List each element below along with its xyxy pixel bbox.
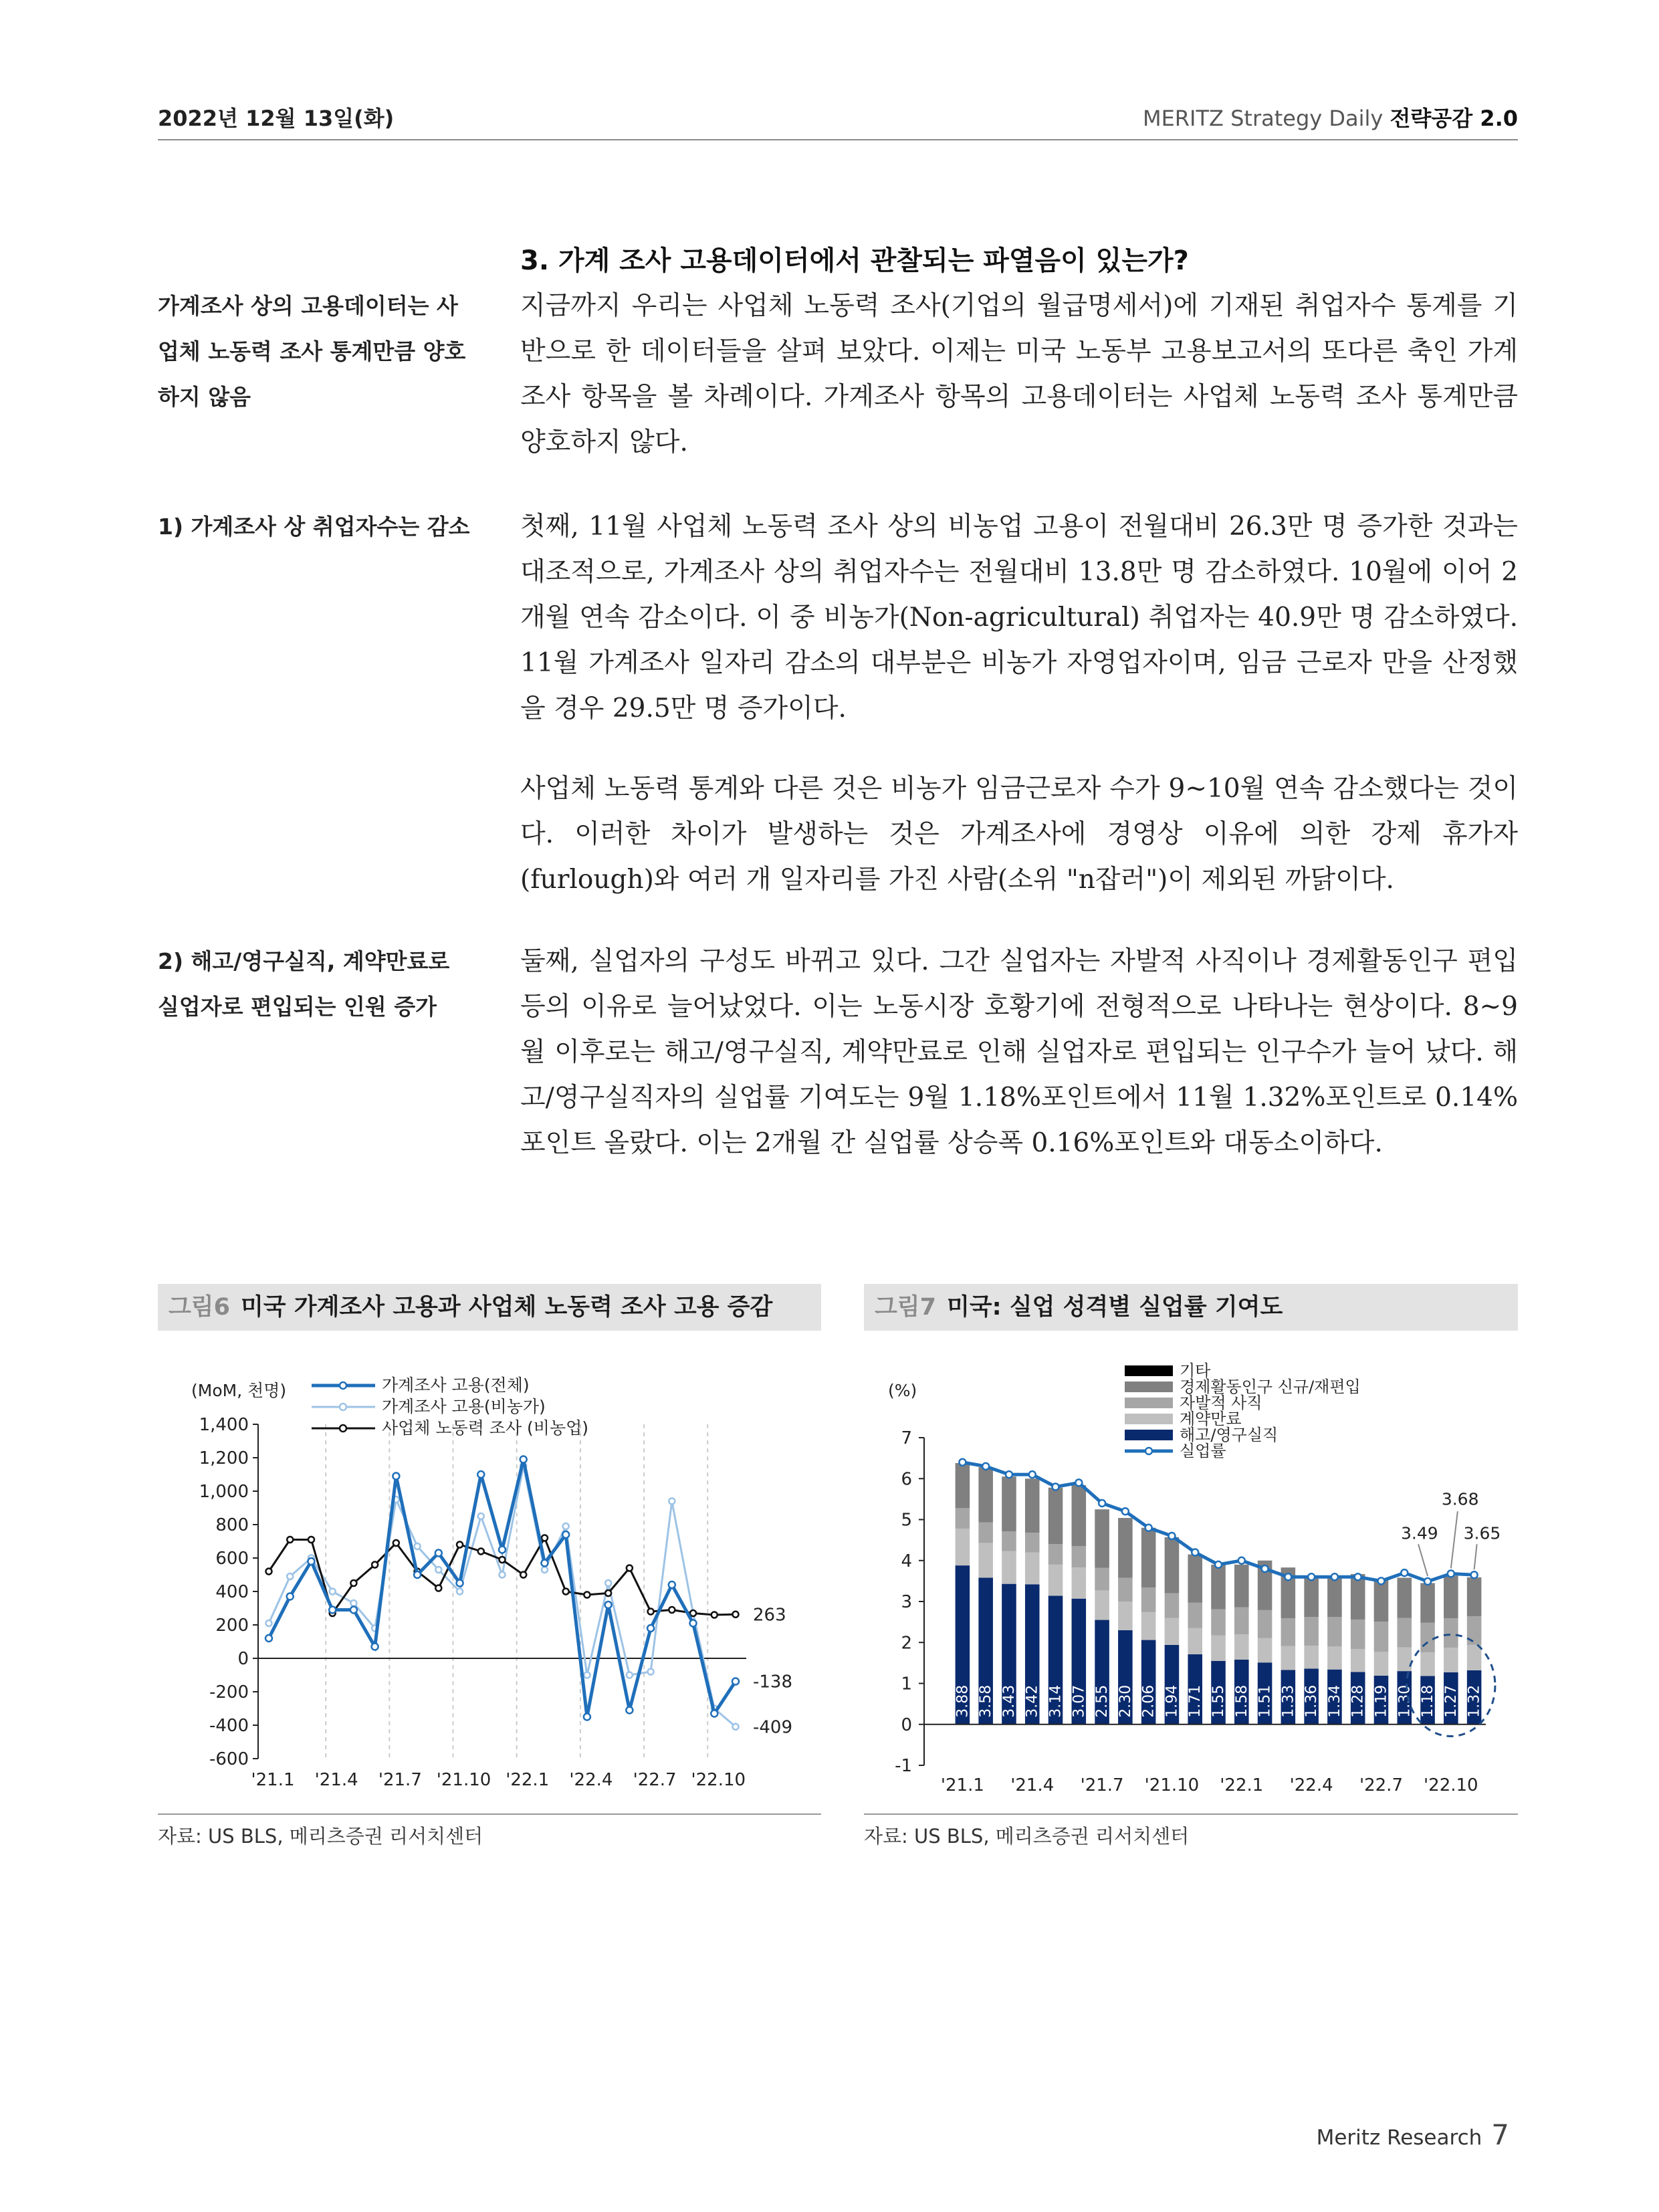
bar-segment: [1327, 1617, 1342, 1646]
data-point: [500, 1557, 506, 1563]
y-tick-label: 6: [901, 1469, 912, 1490]
data-point: [563, 1589, 569, 1595]
end-label: -409: [753, 1717, 793, 1738]
x-tick-label: '21.10: [1144, 1775, 1200, 1795]
bar-segment: [1025, 1478, 1040, 1533]
data-point: [350, 1607, 357, 1614]
bar-value-label: 1.94: [1164, 1684, 1181, 1718]
bar-segment: [1258, 1638, 1273, 1663]
bar-segment: [1374, 1652, 1389, 1676]
bar-segment: [1002, 1551, 1016, 1584]
rate-point: [982, 1463, 989, 1470]
section-title: 3. 가계 조사 고용데이터에서 관찰되는 파열음이 있는가?: [520, 245, 1189, 276]
end-label: 263: [753, 1605, 786, 1626]
data-point: [627, 1672, 633, 1678]
bar-segment: [1467, 1645, 1482, 1670]
bar-value-label: 3.43: [1000, 1684, 1018, 1718]
bar-value-label: 2.55: [1094, 1684, 1111, 1718]
rate-point: [1053, 1484, 1059, 1490]
data-point: [500, 1572, 506, 1578]
data-point: [520, 1572, 526, 1578]
bar-value-label: 1.58: [1233, 1684, 1250, 1718]
bar-value-label: 1.55: [1210, 1684, 1227, 1718]
page-footer: [1317, 2118, 1509, 2151]
data-point: [605, 1580, 611, 1586]
bar-segment: [1165, 1593, 1180, 1618]
bar-value-label: 2.30: [1117, 1684, 1134, 1718]
bar-segment: [1374, 1579, 1389, 1622]
legend-marker: [340, 1425, 346, 1432]
y-tick-label: 0: [237, 1649, 249, 1669]
data-point: [520, 1456, 527, 1463]
data-point: [287, 1537, 293, 1543]
data-point: [350, 1580, 356, 1586]
data-point: [648, 1609, 654, 1615]
bar-segment: [1025, 1533, 1040, 1552]
data-point: [329, 1607, 336, 1614]
header-brand-name: MERITZ Strategy Daily: [1142, 106, 1384, 131]
bar-segment: [1072, 1567, 1087, 1599]
bar-segment: [1397, 1618, 1412, 1648]
bar-segment: [1374, 1622, 1389, 1652]
rate-point: [1401, 1569, 1408, 1576]
x-tick-label: '21.10: [436, 1770, 491, 1790]
bar-segment: [1467, 1616, 1482, 1645]
legend-label: 경제활동인구 신규/재편입: [1180, 1377, 1361, 1396]
rate-point: [1122, 1508, 1129, 1515]
y-tick-label: 1,400: [199, 1415, 249, 1435]
bar-value-label: 1.34: [1326, 1684, 1343, 1718]
data-point: [605, 1590, 611, 1596]
annotation-leader: [1451, 1511, 1458, 1568]
x-tick-label: '21.7: [378, 1770, 422, 1790]
bar-segment: [1397, 1577, 1412, 1618]
y-tick-label: 1,200: [199, 1448, 249, 1468]
data-point: [584, 1672, 590, 1678]
bar-segment: [1048, 1488, 1063, 1545]
rate-point: [1215, 1561, 1222, 1568]
rate-point: [1424, 1578, 1431, 1585]
figure6-divider: [158, 1813, 821, 1815]
rate-point: [1355, 1573, 1361, 1580]
annotation-leader: [1474, 1544, 1477, 1569]
bar-segment: [1444, 1575, 1458, 1618]
bar-value-label: 1.33: [1280, 1684, 1297, 1718]
y-tick-label: -600: [209, 1749, 249, 1769]
bar-segment: [1141, 1612, 1156, 1640]
bar-segment: [1072, 1485, 1087, 1546]
x-tick-label: '22.4: [569, 1770, 613, 1790]
header-date: 2022년 12월 13일(화): [158, 106, 395, 131]
rate-point: [1308, 1573, 1315, 1580]
header-brand: [1143, 102, 1518, 132]
x-tick-label: '21.1: [940, 1775, 984, 1795]
data-point: [541, 1560, 548, 1567]
bar-segment: [1351, 1620, 1365, 1649]
data-point: [265, 1635, 272, 1642]
legend-label: 기타: [1180, 1361, 1211, 1380]
bar-segment: [1444, 1618, 1458, 1648]
y-tick-label: -200: [209, 1682, 249, 1702]
y-tick-label: 200: [215, 1616, 249, 1636]
x-tick-label: '22.1: [1220, 1775, 1264, 1795]
y-tick-label: 400: [215, 1582, 249, 1602]
bar-value-label: 3.88: [954, 1684, 972, 1718]
bar-segment: [1048, 1544, 1063, 1565]
data-point: [732, 1678, 739, 1685]
legend-label: 가계조사 고용(비농가): [382, 1397, 546, 1416]
page-header: [158, 99, 1518, 140]
data-point: [393, 1540, 399, 1546]
data-point: [669, 1499, 675, 1505]
x-tick-label: '22.4: [1289, 1775, 1333, 1795]
data-point: [605, 1601, 612, 1608]
figure6-title: 미국 가계조사 고용과 사업체 노동력 조사 고용 증감: [240, 1294, 773, 1321]
data-point: [330, 1589, 336, 1595]
figure6-number: 그림6: [169, 1294, 230, 1321]
legend-label: 가계조사 고용(전체): [382, 1375, 530, 1395]
legend-label: 사업체 노동력 조사 (비농업): [382, 1418, 588, 1438]
legend-marker: [1145, 1448, 1152, 1454]
x-tick-label: '21.4: [1010, 1775, 1055, 1795]
x-tick-label: '22.10: [1424, 1775, 1478, 1795]
legend-label: 해고/영구실직: [1180, 1426, 1279, 1444]
bar-segment: [1165, 1537, 1180, 1593]
data-point: [584, 1714, 590, 1721]
bar-value-label: 1.27: [1442, 1684, 1460, 1718]
figure6-header: [158, 1284, 821, 1331]
data-point: [393, 1473, 399, 1480]
bar-segment: [956, 1463, 970, 1508]
rate-point: [1145, 1525, 1152, 1531]
data-point: [414, 1571, 421, 1578]
data-point: [457, 1589, 463, 1595]
data-point: [435, 1585, 441, 1591]
legend-label: 실업률: [1180, 1442, 1226, 1460]
bar-segment: [1141, 1528, 1156, 1587]
rate-point: [1262, 1565, 1268, 1572]
data-point: [266, 1620, 272, 1626]
y-tick-label: 7: [901, 1428, 912, 1448]
y-tick-label: 600: [215, 1549, 249, 1569]
y-tick-label: 5: [901, 1510, 912, 1531]
data-point: [669, 1607, 675, 1613]
bar-value-label: 3.07: [1071, 1684, 1088, 1718]
data-point: [287, 1593, 294, 1600]
y-axis-unit: (MoM, 천명): [191, 1381, 287, 1400]
bar-segment: [978, 1523, 993, 1543]
legend-swatch: [1125, 1398, 1173, 1408]
bar-value-label: 3.58: [978, 1684, 995, 1718]
bar-segment: [1095, 1590, 1109, 1620]
rate-point: [959, 1459, 966, 1466]
data-point: [308, 1537, 314, 1543]
rate-point: [1168, 1533, 1175, 1539]
rate-point: [1099, 1500, 1105, 1507]
data-point: [711, 1710, 717, 1717]
legend-marker: [340, 1382, 346, 1389]
x-tick-label: '22.7: [1359, 1775, 1404, 1795]
bar-value-label: 1.28: [1349, 1684, 1367, 1718]
y-tick-label: 4: [901, 1551, 912, 1571]
data-point: [287, 1573, 293, 1579]
data-point: [669, 1581, 675, 1588]
figure6-source: 자료: US BLS, 메리츠증권 리서치센터: [158, 1825, 483, 1848]
bar-segment: [1258, 1610, 1273, 1638]
legend-swatch: [1125, 1414, 1173, 1424]
figure7-divider: [864, 1813, 1518, 1815]
y-tick-label: 0: [901, 1715, 912, 1735]
bar-segment: [1118, 1518, 1133, 1577]
paragraph-4: 둘째, 실업자의 구성도 바뀌고 있다. 그간 실업자는 자발적 사직이나 경제활동인구 편입 등의 이유로 늘어났었다. 이는 노동시장 호황기에 전형적으로 나타나는 현상이다. 8~9월 이후로는 해고/영구실직, 계약만료로 인해 실업자로 편입되는 인구수가 늘어 났다. 해고/영구실직자의 실업률 기여도는 9월 1.18%포인트에서 11월 1.32%포인트로 0.14%포인트 올랐다. 이는 2개월 간 실업률 상승폭 0.16%포인트와 대동소이하다.: [520, 946, 1518, 1158]
y-tick-label: 1: [901, 1674, 912, 1694]
legend-label: 계약만료: [1180, 1410, 1242, 1428]
annotation-label: 3.65: [1463, 1523, 1501, 1543]
rate-point: [1331, 1573, 1338, 1580]
end-label: -138: [753, 1672, 793, 1692]
bar-segment: [1188, 1603, 1202, 1628]
x-tick-label: '21.7: [1080, 1775, 1124, 1795]
bar-segment: [1188, 1628, 1202, 1654]
bar-segment: [1234, 1608, 1249, 1634]
data-point: [457, 1580, 463, 1587]
bar-segment: [1420, 1583, 1435, 1622]
annotation-label: 3.68: [1441, 1489, 1479, 1509]
rate-point: [1192, 1549, 1198, 1556]
annotation-label: 3.49: [1401, 1523, 1438, 1543]
data-point: [647, 1625, 654, 1632]
bar-value-label: 1.36: [1303, 1684, 1321, 1718]
paragraph-3: 사업체 노동력 통계와 다른 것은 비농가 임금근로자 수가 9~10월 연속 감소했다는 것이다. 이러한 차이가 발생하는 것은 가계조사에 경영상 이유에 의한 강제 휴가자(furlough)와 여러 개 일자리를 가진 사람(소위 "n잡러")이 제외된 까닭이다.: [520, 774, 1518, 895]
bar-segment: [1048, 1565, 1063, 1596]
data-point: [542, 1567, 548, 1573]
bar-value-label: 1.18: [1420, 1684, 1437, 1718]
x-tick-label: '22.7: [633, 1770, 677, 1790]
bar-value-label: 1.51: [1256, 1684, 1274, 1718]
bar-value-label: 1.71: [1187, 1684, 1204, 1718]
side-note-1: 가계조사 상의 고용데이터는 사업체 노동력 조사 통계만큼 양호하지 않음: [158, 293, 466, 410]
data-point: [308, 1558, 314, 1565]
bar-segment: [1118, 1577, 1133, 1601]
bar-segment: [1211, 1636, 1226, 1661]
bar-segment: [1141, 1587, 1156, 1612]
y-tick-label: -400: [209, 1716, 249, 1736]
data-point: [562, 1531, 569, 1538]
bar-segment: [1327, 1646, 1342, 1669]
bar-segment: [1420, 1652, 1435, 1676]
data-point: [626, 1707, 633, 1714]
bar-segment: [1118, 1601, 1133, 1630]
rate-point: [1471, 1571, 1478, 1578]
data-point: [415, 1543, 421, 1549]
bar-segment: [1397, 1648, 1412, 1672]
figure7-header: [864, 1284, 1518, 1331]
rate-point: [1448, 1570, 1454, 1577]
legend-label: 자발적 사직: [1180, 1394, 1262, 1412]
bar-segment: [1420, 1623, 1435, 1652]
data-point: [733, 1612, 739, 1618]
data-point: [499, 1547, 506, 1553]
data-point: [584, 1592, 590, 1598]
bar-segment: [1211, 1565, 1226, 1610]
bar-segment: [1304, 1576, 1319, 1617]
rate-point: [1285, 1573, 1291, 1580]
figure7-number: 그림7: [875, 1294, 936, 1321]
rate-point: [1238, 1557, 1245, 1564]
data-point: [648, 1669, 654, 1675]
legend-swatch: [1125, 1430, 1173, 1440]
bar-segment: [1327, 1576, 1342, 1617]
rate-point: [1006, 1471, 1012, 1478]
data-point: [733, 1724, 739, 1730]
x-tick-label: '21.1: [251, 1770, 295, 1790]
legend-swatch: [1125, 1381, 1173, 1392]
bar-segment: [956, 1508, 970, 1529]
data-point: [372, 1644, 378, 1650]
data-point: [478, 1513, 484, 1519]
figure7-source: 자료: US BLS, 메리츠증권 리서치센터: [864, 1825, 1190, 1848]
data-point: [563, 1523, 569, 1529]
data-point: [478, 1549, 484, 1555]
bar-segment: [1281, 1618, 1296, 1646]
paragraph-1: 지금까지 우리는 사업체 노동력 조사(기업의 월급명세서)에 기재된 취업자수 통계를 기반으로 한 데이터들을 살펴 보았다. 이제는 미국 노동부 고용보고서의 또다른 축인 가계 조사 항목을 볼 차례이다. 가계조사 항목의 고용데이터는 사업체 노동력 조사 통계만큼 양호하지 않다.: [520, 291, 1518, 457]
bar-segment: [1351, 1649, 1365, 1672]
paragraph-2: 첫째, 11월 사업체 노동력 조사 상의 비농업 고용이 전월대비 26.3만 명 증가한 것과는 대조적으로, 가계조사 상의 취업자수는 전월대비 13.8만 명 감소하였다. 10월에 이어 2개월 연속 감소이다. 이 중 비농가(Non-agricultural) 취업자는 40.9만 명 감소하였다. 11월 가계조사 일자리 감소의 대부분은 비농가 자영업자이며, 임금 근로자 만을 산정했을 경우 29.5만 명 증가이다.: [520, 512, 1518, 724]
rate-point: [1075, 1479, 1082, 1486]
bar-segment: [1072, 1546, 1087, 1567]
bar-segment: [1444, 1648, 1458, 1672]
bar-segment: [1002, 1476, 1016, 1531]
bar-segment: [956, 1529, 970, 1565]
bar-segment: [1211, 1610, 1226, 1636]
data-point: [690, 1620, 697, 1627]
bar-value-label: 1.19: [1373, 1684, 1390, 1718]
y-tick-label: 2: [901, 1633, 912, 1654]
data-point: [457, 1542, 463, 1548]
bar-value-label: 1.30: [1396, 1684, 1414, 1718]
annotation-leader: [1418, 1544, 1428, 1576]
bar-segment: [1025, 1553, 1040, 1585]
y-tick-label: -1: [895, 1756, 912, 1776]
data-point: [627, 1565, 633, 1571]
y-tick-label: 800: [215, 1515, 249, 1535]
bar-value-label: 2.06: [1140, 1684, 1157, 1718]
figure6-chart: [158, 1337, 821, 1805]
data-point: [372, 1562, 378, 1568]
rate-point: [1029, 1471, 1036, 1478]
bar-value-label: 3.14: [1047, 1684, 1065, 1718]
y-axis-unit: (%): [888, 1381, 917, 1400]
x-tick-label: '22.10: [691, 1770, 746, 1790]
bar-value-label: 3.42: [1024, 1684, 1041, 1718]
data-point: [690, 1610, 696, 1616]
data-point: [477, 1471, 484, 1478]
figure7-chart: [864, 1337, 1518, 1805]
bar-segment: [978, 1467, 993, 1523]
header-title: 전략공감 2.0: [1390, 106, 1518, 131]
bar-segment: [1002, 1531, 1016, 1551]
bar-segment: [1304, 1617, 1319, 1646]
legend-marker: [340, 1404, 346, 1410]
data-point: [435, 1550, 442, 1557]
x-tick-label: '21.4: [314, 1770, 358, 1790]
bar-segment: [1095, 1568, 1109, 1591]
data-point: [435, 1567, 441, 1573]
data-point: [350, 1600, 356, 1606]
bar-segment: [1165, 1618, 1180, 1645]
side-note-3: 2) 해고/영구실직, 계약만료로 실업자로 편입되는 인원 증가: [158, 948, 450, 1020]
bar-value-label: 1.32: [1466, 1684, 1483, 1718]
bar-segment: [1234, 1634, 1249, 1660]
side-note-2: 1) 가계조사 상 취업자수는 감소: [158, 514, 470, 540]
y-tick-label: 3: [901, 1592, 912, 1612]
legend-swatch: [1125, 1365, 1173, 1376]
bar-segment: [1467, 1577, 1482, 1616]
rate-point: [1377, 1577, 1384, 1584]
footer-brand: Meritz Research: [1316, 2126, 1482, 2150]
bar-segment: [1234, 1565, 1249, 1608]
bar-segment: [1304, 1646, 1319, 1668]
y-tick-label: 1,000: [199, 1482, 249, 1502]
bar-segment: [1095, 1509, 1109, 1568]
figure7-title: 미국: 실업 성격별 실업률 기여도: [946, 1294, 1283, 1321]
data-point: [266, 1569, 272, 1575]
page-number: 7: [1491, 2118, 1509, 2151]
data-point: [542, 1535, 548, 1541]
bar-segment: [1281, 1646, 1296, 1670]
x-tick-label: '22.1: [506, 1770, 550, 1790]
bar-segment: [978, 1543, 993, 1577]
data-point: [711, 1612, 717, 1618]
bar-segment: [1188, 1555, 1202, 1603]
series-line-0: [269, 1460, 736, 1717]
